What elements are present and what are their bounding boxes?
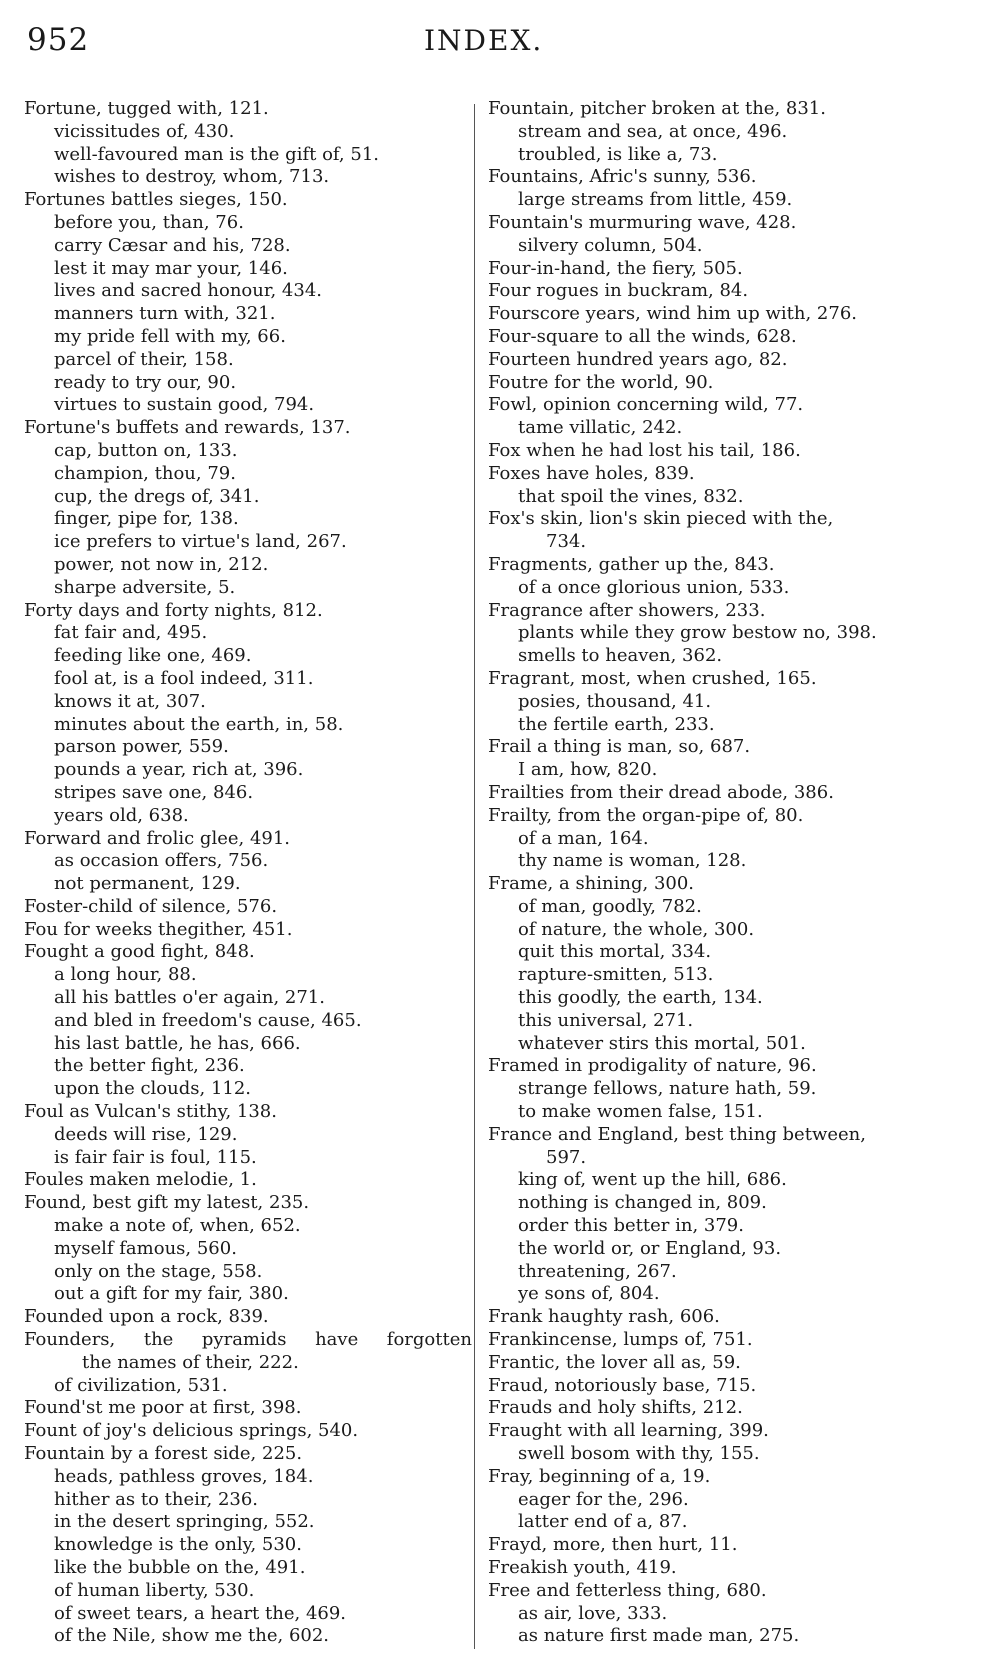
index-subentry: king of, went up the hill, 686. <box>518 1169 787 1191</box>
index-entry: Foutre for the world, 90. <box>488 371 714 393</box>
index-subentry: my pride fell with my, 66. <box>54 325 286 347</box>
index-subentry: manners turn with, 321. <box>54 303 276 325</box>
index-entry: Fortune's buffets and rewards, 137. <box>24 417 351 439</box>
index-entry: Four rogues in buckram, 84. <box>488 280 749 302</box>
index-entry: Fourscore years, wind him up with, 276. <box>488 303 857 325</box>
index-entry: Fount of joy's delicious springs, 540. <box>24 1420 359 1442</box>
index-subentry: upon the clouds, 112. <box>54 1078 252 1100</box>
index-subentry: all his battles o'er again, 271. <box>54 987 325 1009</box>
index-subentry: wishes to destroy, whom, 713. <box>54 166 330 188</box>
index-subentry: quit this mortal, 334. <box>518 941 712 963</box>
index-subentry: of a man, 164. <box>518 827 649 849</box>
index-subentry: in the desert springing, 552. <box>54 1511 315 1533</box>
index-entry: Frantic, the lover all as, 59. <box>488 1351 741 1373</box>
index-subentry: feeding like one, 469. <box>54 645 252 667</box>
index-subentry: whatever stirs this mortal, 501. <box>518 1032 806 1054</box>
index-subentry: cap, button on, 133. <box>54 439 238 461</box>
index-subentry: a long hour, 88. <box>54 964 197 986</box>
index-entry: Free and fetterless thing, 680. <box>488 1579 767 1601</box>
index-subentry: nothing is changed in, 809. <box>518 1192 767 1214</box>
index-subentry: as nature first made man, 275. <box>518 1625 800 1647</box>
index-entry: Framed in prodigality of nature, 96. <box>488 1055 817 1077</box>
index-entry: Fowl, opinion concerning wild, 77. <box>488 394 804 416</box>
index-subentry: and bled in freedom's cause, 465. <box>54 1009 362 1031</box>
index-entry: Fountains, Afric's sunny, 536. <box>488 166 757 188</box>
index-entry: Fragments, gather up the, 843. <box>488 553 775 575</box>
index-subentry: the better fight, 236. <box>54 1055 245 1077</box>
index-subentry: lest it may mar your, 146. <box>54 257 288 279</box>
index-subentry: sharpe adversite, 5. <box>54 576 236 598</box>
index-subentry: parson power, 559. <box>54 736 229 758</box>
index-subentry: fool at, is a fool indeed, 311. <box>54 667 314 689</box>
index-subentry: thy name is woman, 128. <box>518 850 747 872</box>
index-entry: Fortune, tugged with, 121. <box>24 98 269 119</box>
index-subentry: the world or, or England, 93. <box>518 1237 782 1259</box>
index-subentry: posies, thousand, 41. <box>518 690 712 712</box>
index-subentry: of nature, the whole, 300. <box>518 918 755 940</box>
index-subentry: silvery column, 504. <box>518 234 703 256</box>
index-subentry: to make women false, 151. <box>518 1101 763 1123</box>
index-entry: Freakish youth, 419. <box>488 1557 677 1578</box>
index-subentry: of a once glorious union, 533. <box>518 576 790 598</box>
index-subentry: years old, 638. <box>54 804 189 826</box>
index-subentry: of sweet tears, a heart the, 469. <box>54 1602 347 1624</box>
index-subentry: of human liberty, 530. <box>54 1579 255 1601</box>
index-entry-continuation: 734. <box>546 531 587 553</box>
index-entry: France and England, best thing between, <box>488 1123 866 1145</box>
index-subentry: tame villatic, 242. <box>518 417 683 439</box>
index-subentry: like the bubble on the, 491. <box>54 1557 306 1578</box>
index-subentry: this goodly, the earth, 134. <box>518 987 763 1009</box>
index-entry: Fountain's murmuring wave, 428. <box>488 211 797 233</box>
index-entry: Fray, beginning of a, 19. <box>488 1465 711 1487</box>
index-entry: Frauds and holy shifts, 212. <box>488 1397 743 1419</box>
index-subentry: knowledge is the only, 530. <box>54 1534 302 1556</box>
index-entry: Four-square to all the winds, 628. <box>488 325 797 347</box>
index-entry: Foul as Vulcan's stithy, 138. <box>24 1101 277 1123</box>
index-subentry: as air, love, 333. <box>518 1602 668 1624</box>
index-subentry: threatening, 267. <box>518 1260 677 1282</box>
index-entry: Frayd, more, then hurt, 11. <box>488 1534 738 1556</box>
index-subentry: deeds will rise, 129. <box>54 1123 238 1145</box>
index-subentry: myself famous, 560. <box>54 1237 237 1259</box>
index-subentry: not permanent, 129. <box>54 873 241 895</box>
index-column-left <box>24 98 472 1648</box>
index-subentry: pounds a year, rich at, 396. <box>54 759 304 781</box>
index-subentry: ready to try our, 90. <box>54 371 237 393</box>
index-column-right <box>488 98 958 1648</box>
index-subentry: minutes about the earth, in, 58. <box>54 713 344 735</box>
index-entry-continuation: the names of their, 222. <box>82 1351 299 1373</box>
index-subentry: well-favoured man is the gift of, 51. <box>54 143 380 165</box>
index-subentry: stream and sea, at once, 496. <box>518 120 788 142</box>
index-subentry: hither as to their, 236. <box>54 1488 259 1510</box>
index-subentry: parcel of their, 158. <box>54 348 234 370</box>
index-entry: Frank haughty rash, 606. <box>488 1306 720 1328</box>
index-subentry: as occasion offers, 756. <box>54 850 269 872</box>
index-subentry: is fair fair is foul, 115. <box>54 1146 257 1168</box>
index-subentry: of civilization, 531. <box>54 1374 228 1396</box>
index-subentry: strange fellows, nature hath, 59. <box>518 1078 817 1100</box>
index-entry: Fragrance after showers, 233. <box>488 599 766 621</box>
index-subentry: make a note of, when, 652. <box>54 1215 301 1237</box>
index-entry: Found, best gift my latest, 235. <box>24 1192 310 1214</box>
index-subentry: knows it at, 307. <box>54 690 206 712</box>
index-subentry: large streams from little, 459. <box>518 189 793 211</box>
index-subentry: this universal, 271. <box>518 1009 694 1031</box>
index-subentry: eager for the, 296. <box>518 1488 689 1510</box>
index-subentry: lives and sacred honour, 434. <box>54 280 323 302</box>
index-entry: Frankincense, lumps of, 751. <box>488 1329 753 1351</box>
index-entry: Founded upon a rock, 839. <box>24 1306 269 1328</box>
index-entry: Foules maken melodie, 1. <box>24 1169 257 1191</box>
index-subentry: rapture-smitten, 513. <box>518 964 714 986</box>
index-subentry: champion, thou, 79. <box>54 462 236 484</box>
index-entry: Founders, the pyramids have forgotten <box>24 1329 472 1351</box>
index-subentry: smells to heaven, 362. <box>518 645 723 667</box>
index-entry: Frailties from their dread abode, 386. <box>488 781 834 803</box>
index-subentry: finger, pipe for, 138. <box>54 508 239 530</box>
index-subentry: that spoil the vines, 832. <box>518 485 744 507</box>
index-entry: Fraught with all learning, 399. <box>488 1420 769 1442</box>
index-entry: Fountain by a forest side, 225. <box>24 1443 303 1465</box>
column-divider <box>474 104 475 1649</box>
index-subentry: only on the stage, 558. <box>54 1260 263 1282</box>
index-entry: Frailty, from the organ-pipe of, 80. <box>488 804 804 826</box>
index-subentry: heads, pathless groves, 184. <box>54 1465 314 1487</box>
index-subentry: ye sons of, 804. <box>518 1283 660 1305</box>
index-entry: Fought a good fight, 848. <box>24 941 255 963</box>
index-subentry: swell bosom with thy, 155. <box>518 1443 760 1465</box>
index-entry: Fox when he had lost his tail, 186. <box>488 439 801 461</box>
index-entry: Fox's skin, lion's skin pieced with the, <box>488 508 834 530</box>
index-entry: Frail a thing is man, so, 687. <box>488 736 751 758</box>
index-entry: Frame, a shining, 300. <box>488 873 695 895</box>
index-entry: Foxes have holes, 839. <box>488 462 695 484</box>
index-entry: Forty days and forty nights, 812. <box>24 599 323 621</box>
index-entry-continuation: 597. <box>546 1146 587 1168</box>
index-entry: Fragrant, most, when crushed, 165. <box>488 667 817 689</box>
index-entry: Foster-child of silence, 576. <box>24 895 278 917</box>
index-entry: Fou for weeks thegither, 451. <box>24 918 293 940</box>
index-subentry: virtues to sustain good, 794. <box>54 394 315 416</box>
index-subentry: before you, than, 76. <box>54 211 244 233</box>
index-subentry: power, not now in, 212. <box>54 553 269 575</box>
index-subentry: cup, the dregs of, 341. <box>54 485 260 507</box>
index-subentry: order this better in, 379. <box>518 1215 744 1237</box>
index-entry: Fountain, pitcher broken at the, 831. <box>488 98 826 119</box>
index-entry: Forward and frolic glee, 491. <box>24 827 291 849</box>
index-entry: Four-in-hand, the fiery, 505. <box>488 257 743 279</box>
index-subentry: latter end of a, 87. <box>518 1511 688 1533</box>
index-subentry: of man, goodly, 782. <box>518 895 702 917</box>
index-entry: Fourteen hundred years ago, 82. <box>488 348 788 370</box>
index-entry: Fraud, notoriously base, 715. <box>488 1374 757 1396</box>
index-subentry: plants while they grow bestow no, 398. <box>518 622 877 644</box>
index-subentry: his last battle, he has, 666. <box>54 1032 301 1054</box>
index-subentry: I am, how, 820. <box>518 759 658 781</box>
index-entry: Found'st me poor at first, 398. <box>24 1397 302 1419</box>
page-title: INDEX. <box>424 24 544 57</box>
index-subentry: the fertile earth, 233. <box>518 713 715 735</box>
index-subentry: out a gift for my fair, 380. <box>54 1283 289 1305</box>
index-entry: Fortunes battles sieges, 150. <box>24 189 288 211</box>
index-subentry: of the Nile, show me the, 602. <box>54 1625 330 1647</box>
index-subentry: vicissitudes of, 430. <box>54 120 235 142</box>
index-subentry: fat fair and, 495. <box>54 622 208 644</box>
index-subentry: stripes save one, 846. <box>54 781 254 803</box>
page-number: 952 <box>27 22 90 58</box>
index-subentry: troubled, is like a, 73. <box>518 143 718 165</box>
index-subentry: ice prefers to virtue's land, 267. <box>54 531 347 553</box>
index-subentry: carry Cæsar and his, 728. <box>54 234 291 256</box>
